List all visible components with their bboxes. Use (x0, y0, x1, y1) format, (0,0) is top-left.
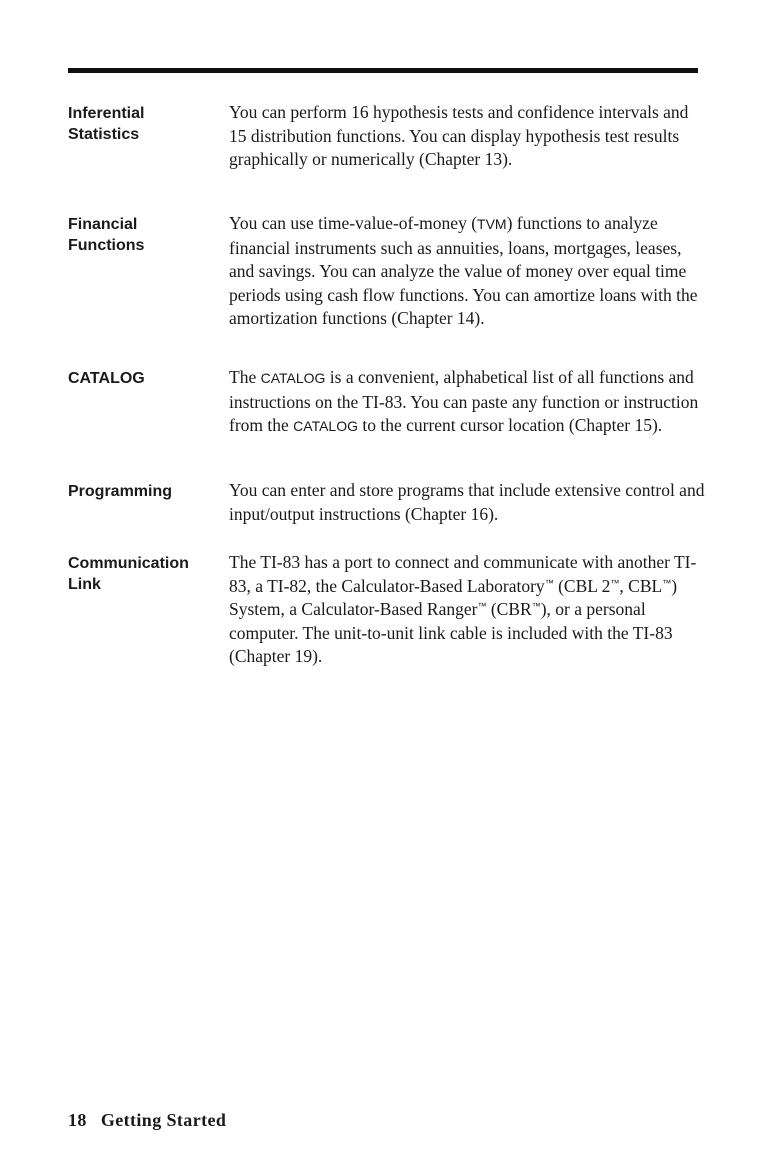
term-line: Programming (68, 483, 173, 500)
page-footer (68, 1110, 226, 1131)
description-text: to the current cursor location (Chapter 15). (357, 415, 663, 436)
term-line: CATALOG (68, 370, 145, 387)
section-term (68, 481, 218, 502)
trademark-symbol: ™ (610, 577, 620, 588)
description-text: (CBL 2 (553, 575, 611, 596)
term-line: Functions (68, 237, 145, 254)
section-term (68, 368, 218, 389)
section-term (68, 103, 218, 145)
description-text: (CBR (486, 599, 532, 620)
section-term (68, 553, 218, 595)
description-text: ) functions to analyze financial instruments such as annuities, loans, mortgages, leases, and savings. You can analyze the value of money over equal time periods using cash flow functions. You can amortize loans with the amortization functions (Chapter 14). (229, 213, 698, 329)
section-description (229, 212, 707, 331)
page-number: 18 (68, 1110, 87, 1130)
description-text: You can enter and store programs that include extensive control and input/output instructions (Chapter 16). (229, 480, 705, 524)
section-description (229, 551, 707, 669)
trademark-symbol: ™ (477, 601, 487, 612)
term-line: Statistics (68, 126, 140, 143)
section-description (229, 101, 707, 172)
term-line: Link (68, 576, 101, 593)
description-text: You can use time-value-of-money ( (229, 213, 478, 233)
description-text: is a convenient, alphabetical list of all functions and instructions on the TI-83. You can paste any function or instruction from the (229, 367, 699, 436)
term-line: Financial (68, 216, 138, 233)
description-text: ), or a personal computer. The unit-to-unit link cable is included with the TI-83 (Chapter 19). (229, 599, 673, 667)
trademark-symbol: ™ (544, 577, 554, 588)
description-text: You can perform 16 hypothesis tests and confidence intervals and 15 distribution functions. You can display hypothesis test results graphically or numerically (Chapter 13). (229, 102, 689, 170)
section-description (229, 366, 707, 439)
catalog-keyword: CATALOG (260, 370, 326, 386)
header-rule (68, 68, 698, 73)
tvm-keyword: TVM (477, 216, 507, 232)
catalog-keyword: CATALOG (293, 418, 358, 435)
section-term (68, 214, 218, 256)
term-line: Communication (68, 555, 189, 572)
section-description (229, 479, 707, 526)
term-line: Inferential (68, 105, 145, 122)
description-text: The (229, 367, 261, 387)
description-text: ) System, a Calculator-Based Ranger (229, 575, 678, 620)
trademark-symbol: ™ (531, 601, 541, 612)
description-text: The TI-83 has a port to connect and communicate with another TI-83, a TI-82, the Calculator-Based Laboratory (229, 552, 697, 596)
description-text: , CBL (619, 575, 663, 596)
trademark-symbol: ™ (662, 577, 672, 588)
chapter-title: Getting Started (100, 1110, 227, 1130)
